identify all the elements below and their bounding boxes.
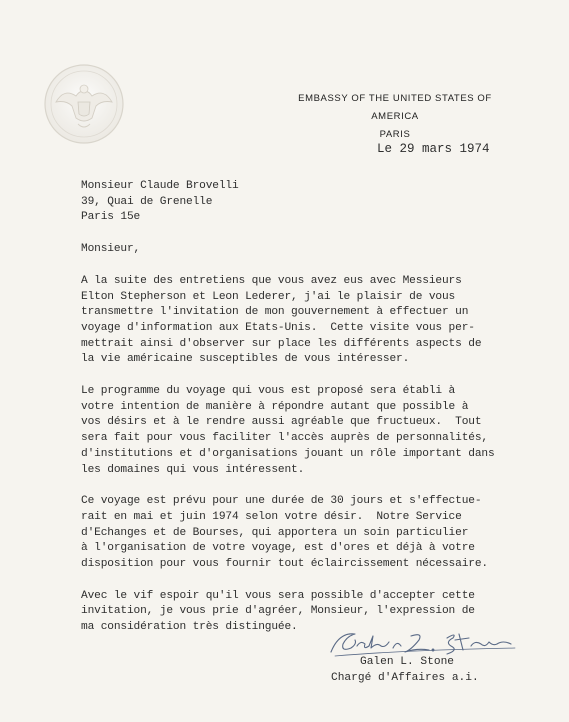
embassy-city: PARIS <box>379 129 411 140</box>
paragraph-line: Elton Stepherson et Leon Lederer, j'ai le plaisir de vous <box>81 290 456 303</box>
embossed-eagle-seal-icon <box>42 62 126 146</box>
signer-block <box>331 654 531 686</box>
paragraph-line: Ce voyage est prévu pour une durée de 30 jours et s'effectue- <box>81 495 482 508</box>
recipient-street: 39, Quai de Grenelle <box>81 195 213 208</box>
paragraph-line: mettrait ainsi d'observer sur place les différents aspects de <box>81 337 482 350</box>
paragraph-line: d'institutions et d'organisations jouant un rôle important dans <box>81 447 495 460</box>
paragraph-line: rait en mai et juin 1974 selon votre désir. Notre Service <box>81 510 462 523</box>
paragraph-line: la vie américaine susceptibles de vous intéresser. <box>81 353 410 366</box>
paragraph-line: voyage d'information aux Etats-Unis. Cette visite vous per- <box>81 321 475 334</box>
embassy-name: EMBASSY OF THE UNITED STATES OF AMERICA <box>298 93 492 122</box>
paragraph-line: sera fait pour vous faciliter l'accès auprès de personnalités, <box>81 432 488 445</box>
paragraph-line: A la suite des entretiens que vous avez eus avec Messieurs <box>81 274 462 287</box>
letter-date: Le 29 mars 1974 <box>377 142 490 156</box>
recipient-city: Paris 15e <box>81 211 141 224</box>
signer-name: Galen L. Stone <box>360 656 454 668</box>
paragraph-line: vos désirs et à le rendre aussi agréable que fructueux. Tout <box>81 416 482 429</box>
recipient-address <box>81 179 521 226</box>
paragraph-2 <box>81 384 521 478</box>
paragraph-line: les domaines qui vous intéressent. <box>81 463 305 476</box>
paragraph-line: votre intention de manière à répondre autant que possible à <box>81 400 469 413</box>
paragraph-line: à l'organisation de votre voyage, est d'ores et déjà à votre <box>81 542 475 555</box>
paragraph-line: Avec le vif espoir qu'il vous sera possible d'accepter cette <box>81 589 475 602</box>
letterhead <box>275 90 515 144</box>
paragraph-1 <box>81 274 521 368</box>
salutation: Monsieur, <box>81 243 141 256</box>
paragraph-3 <box>81 494 521 573</box>
paragraph-line: disposition pour vous fournir tout éclaircissement nécessaire. <box>81 558 488 571</box>
paragraph-line: ma considération très distinguée. <box>81 621 298 634</box>
paragraph-line: d'Echanges et de Bourses, qui apportera un soin particulier <box>81 526 469 539</box>
signer-title: Chargé d'Affaires a.i. <box>331 672 479 684</box>
letter-body <box>81 179 521 636</box>
paragraph-line: Le programme du voyage qui vous est proposé sera établi à <box>81 385 456 398</box>
recipient-name: Monsieur Claude Brovelli <box>81 180 239 192</box>
paragraph-line: transmettre l'invitation de mon gouvernement à effectuer un <box>81 306 469 319</box>
paragraph-line: invitation, je vous prie d'agréer, Monsieur, l'expression de <box>81 605 475 618</box>
